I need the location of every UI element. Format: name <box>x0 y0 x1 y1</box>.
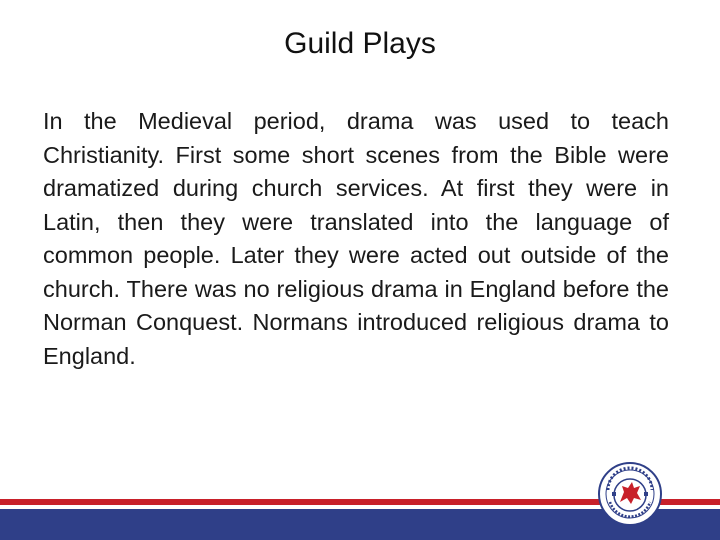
slide-body-text: In the Medieval period, drama was used to teach Christianity. First some short scenes from the Bible were dramatized during church services. At first they were in Latin, then they were translated into the language of common people. Later they were acted out outside of the church. There was no religious drama in England before the Norman Conquest. Normans introduced religious drama to England. <box>43 108 669 369</box>
slide-title: Guild Plays <box>284 27 436 60</box>
institution-seal-icon <box>598 462 662 526</box>
